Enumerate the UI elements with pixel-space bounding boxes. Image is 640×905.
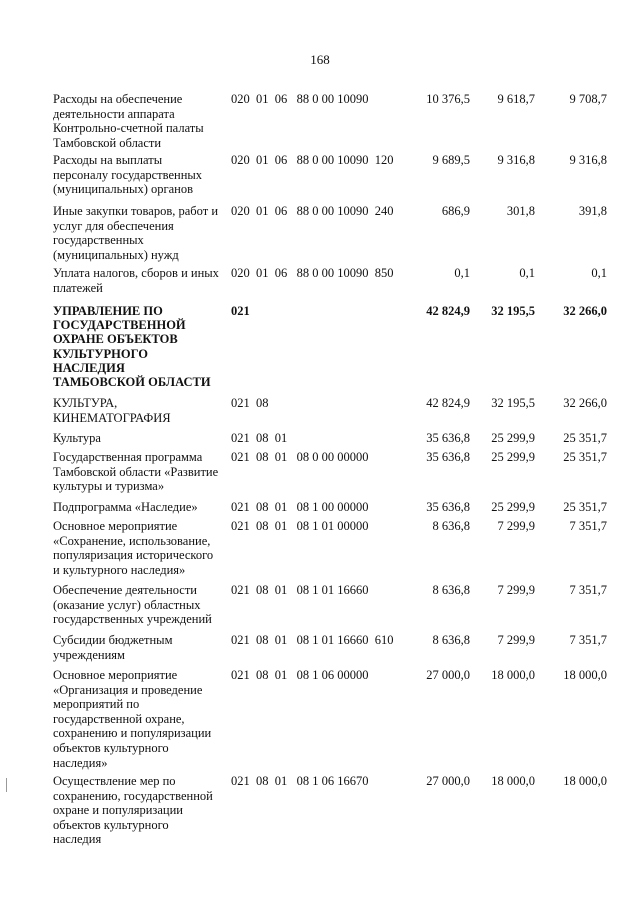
- value-col-2: 18 000,0: [491, 774, 535, 788]
- row-code: 021 08 01 08 1 06 00000: [231, 668, 369, 682]
- value-col-1: 27 000,0: [426, 774, 470, 788]
- value-col-3: 25 351,7: [563, 500, 607, 514]
- row-name: Обеспечение деятельности (оказание услуг) областных государственных учреждений: [53, 583, 212, 627]
- value-col-3: 25 351,7: [563, 431, 607, 445]
- value-col-3: 32 266,0: [563, 396, 607, 410]
- value-col-1: 27 000,0: [426, 668, 470, 682]
- value-col-1: 42 824,9: [426, 304, 470, 318]
- row-code: 021 08: [231, 396, 269, 410]
- value-col-2: 301,8: [506, 204, 535, 218]
- value-col-3: 391,8: [578, 204, 607, 218]
- scan-margin-mark: [6, 778, 7, 792]
- row-code: 021 08 01 08 1 01 00000: [231, 519, 369, 533]
- value-col-2: 25 299,9: [491, 450, 535, 464]
- row-name: Расходы на обеспечение деятельности аппарата Контрольно-счетной палаты Тамбовской области: [53, 92, 204, 150]
- value-col-1: 35 636,8: [426, 500, 470, 514]
- row-code: 021 08 01 08 1 00 00000: [231, 500, 369, 514]
- value-col-3: 9 708,7: [569, 92, 607, 106]
- value-col-1: 35 636,8: [426, 431, 470, 445]
- value-col-2: 32 195,5: [491, 304, 535, 318]
- row-name: Расходы на выплаты персоналу государственных (муниципальных) органов: [53, 153, 203, 197]
- value-col-2: 7 299,9: [497, 633, 535, 647]
- value-col-2: 7 299,9: [497, 583, 535, 597]
- row-name: Иные закупки товаров, работ и услуг для обеспечения государственных (муниципальных) нужд: [53, 204, 219, 262]
- row-name: Государственная программа Тамбовской области «Развитие культуры и туризма»: [53, 450, 219, 494]
- value-col-1: 8 636,8: [432, 633, 470, 647]
- row-name: Подпрограмма «Наследие»: [53, 500, 198, 514]
- row-code: 021 08 01: [231, 431, 288, 445]
- value-col-2: 18 000,0: [491, 668, 535, 682]
- value-col-2: 25 299,9: [491, 431, 535, 445]
- value-col-1: 42 824,9: [426, 396, 470, 410]
- value-col-3: 7 351,7: [569, 519, 607, 533]
- row-code: 021: [231, 304, 250, 318]
- value-col-3: 32 266,0: [563, 304, 607, 318]
- value-col-1: 9 689,5: [432, 153, 470, 167]
- value-col-1: 8 636,8: [432, 583, 470, 597]
- value-col-1: 686,9: [441, 204, 470, 218]
- value-col-1: 8 636,8: [432, 519, 470, 533]
- value-col-3: 7 351,7: [569, 633, 607, 647]
- value-col-3: 7 351,7: [569, 583, 607, 597]
- row-name: УПРАВЛЕНИЕ ПО ГОСУДАРСТВЕННОЙ ОХРАНЕ ОБЪЕКТОВ КУЛЬТУРНОГО НАСЛЕДИЯ ТАМБОВСКОЙ ОБЛАСТИ: [53, 304, 211, 390]
- value-col-3: 0,1: [591, 266, 607, 280]
- value-col-1: 10 376,5: [426, 92, 470, 106]
- row-name: Основное мероприятие «Организация и проведение мероприятий по государственной охране, сохранению и популяризации объектов культурного наследия»: [53, 668, 212, 770]
- page-number: 168: [310, 52, 330, 67]
- row-name: КУЛЬТУРА, КИНЕМАТОГРАФИЯ: [53, 396, 171, 425]
- row-code: 020 01 06 88 0 00 10090 120: [231, 153, 394, 167]
- row-code: 020 01 06 88 0 00 10090: [231, 92, 369, 106]
- row-name: Субсидии бюджетным учреждениям: [53, 633, 173, 662]
- value-col-2: 9 618,7: [497, 92, 535, 106]
- value-col-1: 35 636,8: [426, 450, 470, 464]
- value-col-2: 9 316,8: [497, 153, 535, 167]
- value-col-3: 25 351,7: [563, 450, 607, 464]
- value-col-2: 7 299,9: [497, 519, 535, 533]
- row-name: Осуществление мер по сохранению, государственной охране и популяризации объектов культурного наследия: [53, 774, 213, 847]
- value-col-3: 9 316,8: [569, 153, 607, 167]
- value-col-2: 0,1: [519, 266, 535, 280]
- value-col-3: 18 000,0: [563, 668, 607, 682]
- row-code: 021 08 01 08 1 06 16670: [231, 774, 369, 788]
- value-col-2: 32 195,5: [491, 396, 535, 410]
- row-name: Основное мероприятие «Сохранение, использование, популяризация исторического и культурного наследия»: [53, 519, 214, 577]
- value-col-3: 18 000,0: [563, 774, 607, 788]
- row-name: Уплата налогов, сборов и иных платежей: [53, 266, 219, 295]
- row-code: 021 08 01 08 1 01 16660: [231, 583, 369, 597]
- row-code: 021 08 01 08 0 00 00000: [231, 450, 369, 464]
- row-name: Культура: [53, 431, 101, 445]
- row-code: 021 08 01 08 1 01 16660 610: [231, 633, 394, 647]
- value-col-1: 0,1: [454, 266, 470, 280]
- row-code: 020 01 06 88 0 00 10090 240: [231, 204, 394, 218]
- value-col-2: 25 299,9: [491, 500, 535, 514]
- row-code: 020 01 06 88 0 00 10090 850: [231, 266, 394, 280]
